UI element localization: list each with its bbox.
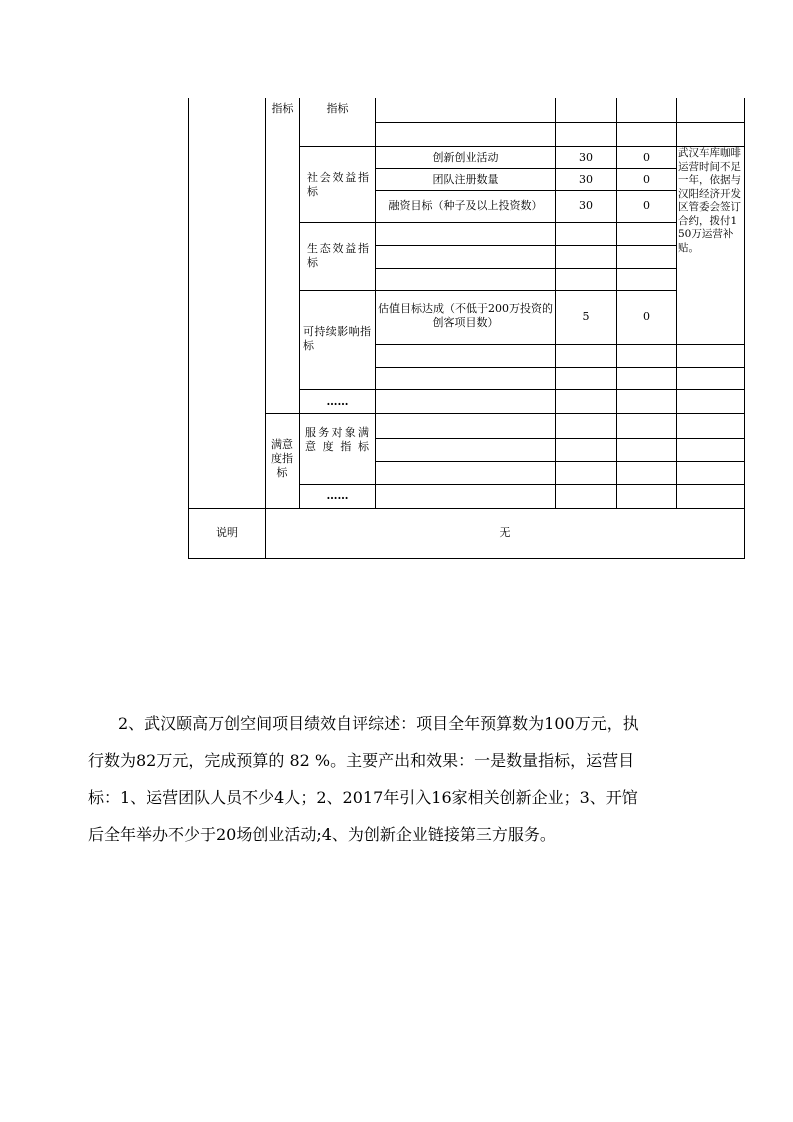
row-name: 融资目标（种子及以上投资数）	[388, 199, 543, 212]
table-row-line	[375, 268, 677, 269]
table-row-line	[265, 413, 745, 414]
summary-line: 标：1、运营团队人员不少4人；2、2017年引入16家相关创新企业；3、开馆	[88, 788, 638, 807]
remark-label: 说明	[216, 526, 238, 539]
service-satisfaction-label: 服务对象满意度指标	[305, 426, 369, 453]
table-row-line	[375, 461, 745, 462]
summary-line: 2、武汉颐高万创空间项目绩效自评综述：项目全年预算数为100万元，执	[118, 714, 639, 733]
table-col-divider	[265, 98, 266, 559]
summary-line: 后全年举办不少于20场创业活动;4、为创新企业链接第三方服务。	[88, 825, 556, 844]
satisfaction-label: 满意度指标	[271, 438, 293, 479]
table-col-divider	[299, 98, 300, 508]
row-actual: 0	[643, 151, 650, 164]
row-name: 创新创业活动	[432, 151, 499, 164]
table-row-line	[299, 222, 677, 223]
eco-benefit-label: 生态效益指标	[307, 242, 369, 269]
row-actual: 0	[643, 173, 650, 186]
summary-paragraph	[88, 705, 678, 853]
table-row-line	[375, 168, 677, 169]
level3-indicator-label: 指标	[326, 102, 349, 115]
summary-line: 行数为82万元，完成预算的 82 %。主要产出和效果：一是数量指标，运营目	[88, 751, 635, 770]
row-target: 30	[579, 151, 593, 164]
ellipsis-placeholder: ……	[326, 489, 349, 502]
table-row-line	[375, 122, 745, 123]
social-benefit-label: 社会效益指标	[307, 171, 369, 198]
remark-value: 无	[499, 526, 511, 539]
level2-indicator-label: 指标	[271, 102, 294, 115]
table-row-line	[375, 438, 745, 439]
table-row-line	[375, 245, 677, 246]
table-row-line	[188, 508, 745, 509]
table-left-border	[188, 98, 189, 559]
table-row-line	[299, 290, 677, 291]
table-col-divider	[676, 98, 677, 508]
row-target: 30	[579, 173, 593, 186]
table-row-line	[299, 484, 745, 485]
table-row-line	[375, 344, 745, 345]
row-target: 5	[582, 310, 590, 323]
remark-note: 武汉车库咖啡运营时间不足一年，依据与汉阳经济开发区管委会签订合约，拨付150万运营补贴。	[678, 147, 741, 254]
table-row-line	[375, 367, 745, 368]
table-bottom-border	[188, 558, 745, 559]
table-row-line	[375, 190, 677, 191]
row-name: 团队注册数量	[432, 173, 499, 186]
row-actual: 0	[643, 310, 650, 323]
sustain-impact-label: 可持续影响指标	[303, 325, 371, 352]
ellipsis-placeholder: ……	[326, 395, 349, 408]
row-target: 30	[579, 199, 593, 212]
table-row-line	[299, 389, 745, 390]
table-right-border	[744, 98, 745, 559]
row-name: 估值目标达成（不低于200万投资的创客项目数）	[378, 302, 553, 329]
row-actual: 0	[643, 199, 650, 212]
